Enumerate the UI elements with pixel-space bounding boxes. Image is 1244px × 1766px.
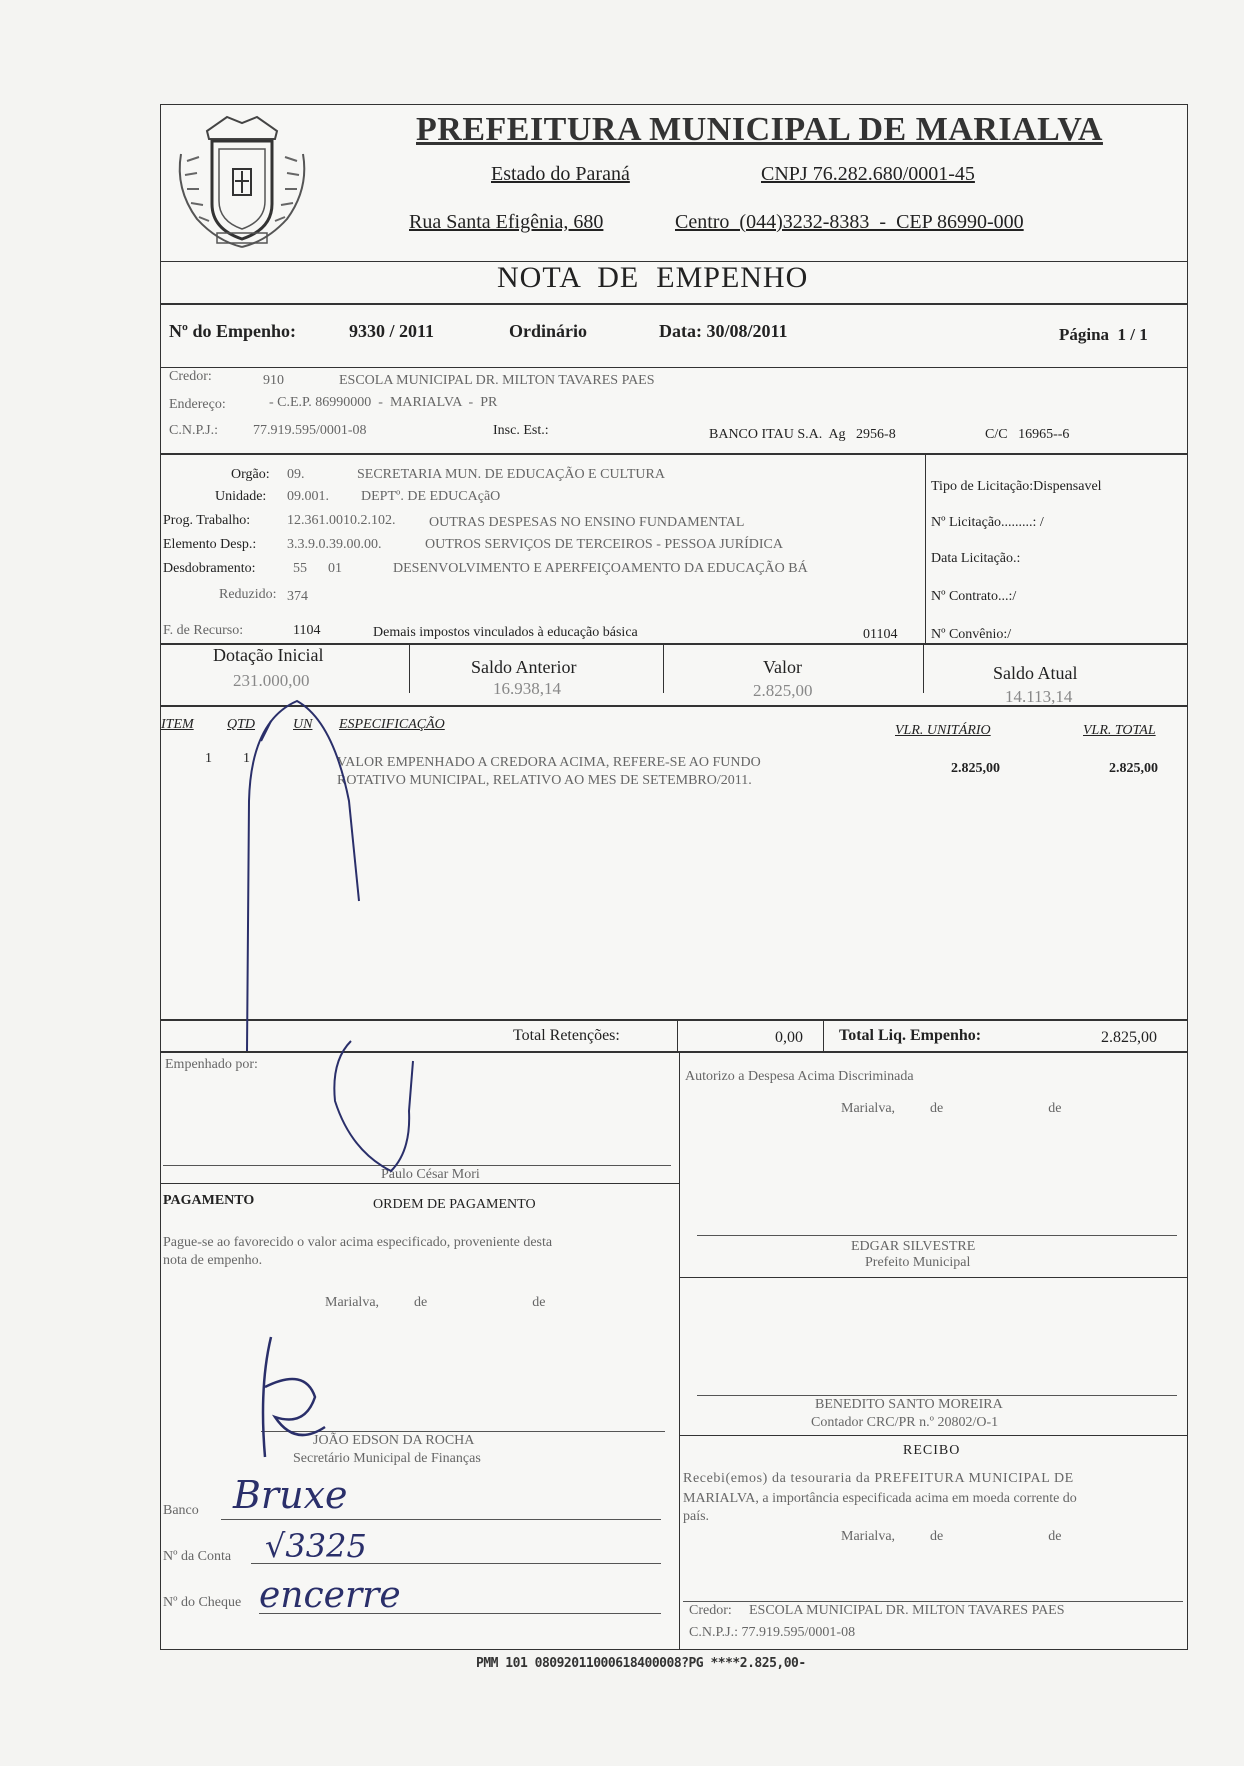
conta-label: Nº da Conta bbox=[163, 1549, 232, 1564]
unidade-code: 09.001. bbox=[287, 489, 329, 504]
prog-label: Prog. Trabalho: bbox=[163, 513, 251, 528]
pagamento-place-date: Marialva, de de bbox=[325, 1295, 546, 1310]
municipal-crest-icon bbox=[167, 109, 317, 259]
item-header: ITEM bbox=[161, 717, 194, 732]
recurso-name: Demais impostos vinculados à educação básica bbox=[373, 625, 638, 640]
credor-label: Credor: bbox=[169, 369, 212, 384]
elem-code: 3.3.9.0.39.00.00. bbox=[287, 537, 382, 552]
desd-code: 55 01 bbox=[293, 561, 342, 576]
recibo-credor-name: ESCOLA MUNICIPAL DR. MILTON TAVARES PAES bbox=[749, 1603, 1065, 1618]
banco-handwritten: Bruxe bbox=[233, 1473, 348, 1517]
secretario-name: JOÃO EDSON DA ROCHA bbox=[313, 1433, 475, 1448]
n-licitacao: Nº Licitação.........: / bbox=[931, 515, 1044, 530]
conta-handwritten: √3325 bbox=[265, 1527, 367, 1565]
autorizo-label: Autorizo a Despesa Acima Discriminada bbox=[685, 1069, 914, 1084]
saldo-atual-value: 14.113,14 bbox=[1005, 687, 1073, 706]
doc-title: NOTA DE EMPENHO bbox=[497, 261, 809, 294]
autorizo-place-date: Marialva, de de bbox=[841, 1101, 1062, 1116]
document-barcode-text: PMM 101 08092011000618400008?PG ****2.825,00- bbox=[476, 1656, 806, 1671]
recibo-credor-cnpj: C.N.P.J.: 77.919.595/0001-08 bbox=[689, 1625, 856, 1640]
empenho-type: Ordinário bbox=[509, 321, 588, 341]
recurso-label: F. de Recurso: bbox=[163, 623, 244, 638]
reduzido-label: Reduzido: bbox=[219, 587, 277, 602]
tipo-licitacao: Tipo de Licitação:Dispensavel bbox=[931, 479, 1102, 494]
item-row-item: 1 bbox=[205, 751, 212, 766]
empenhado-por-label: Empenhado por: bbox=[165, 1057, 258, 1072]
liq-empenho-value: 2.825,00 bbox=[1101, 1029, 1157, 1046]
item-row-spec-1: VALOR EMPENHADO A CREDORA ACIMA, REFERE-SE AO FUNDO bbox=[337, 755, 761, 770]
saldo-atual-label: Saldo Atual bbox=[993, 663, 1078, 683]
pague-se-line-2: nota de empenho. bbox=[163, 1253, 263, 1268]
pague-se-line-1: Pague-se ao favorecido o valor acima especificado, proveniente desta bbox=[163, 1235, 553, 1250]
cnpj-label: C.N.P.J.: bbox=[169, 423, 219, 438]
qtd-header: QTD bbox=[227, 717, 256, 732]
orgao-name: SECRETARIA MUN. DE EDUCAÇÃO E CULTURA bbox=[357, 467, 665, 482]
bank-account: C/C 16965--6 bbox=[985, 427, 1070, 442]
saldo-anterior-value: 16.938,14 bbox=[493, 679, 561, 698]
recibo-place-date: Marialva, de de bbox=[841, 1529, 1062, 1544]
empenhado-por-name: Paulo César Mori bbox=[381, 1167, 480, 1182]
unit-value-header: VLR. UNITÁRIO bbox=[895, 723, 991, 738]
recibo-line-3: país. bbox=[683, 1509, 710, 1524]
total-value-header: VLR. TOTAL bbox=[1083, 723, 1156, 738]
recurso-full-code: 01104 bbox=[863, 627, 898, 642]
orgao-label: Orgão: bbox=[231, 467, 270, 482]
elem-name: OUTROS SERVIÇOS DE TERCEIROS - PESSOA JURÍDICA bbox=[425, 537, 784, 552]
prefeito-title: Prefeito Municipal bbox=[865, 1255, 971, 1270]
un-header: UN bbox=[293, 717, 313, 732]
recurso-code: 1104 bbox=[293, 623, 321, 638]
reduzido-value: 374 bbox=[287, 589, 308, 604]
orgao-code: 09. bbox=[287, 467, 305, 482]
prog-code: 12.361.0010.2.102. bbox=[287, 513, 396, 528]
cnpj-header: CNPJ 76.282.680/0001-45 bbox=[761, 163, 975, 185]
district-phone-cep: Centro (044)3232-8383 - CEP 86990-000 bbox=[675, 211, 1024, 233]
unidade-name: DEPTº. DE EDUCAçãO bbox=[361, 489, 501, 504]
spec-header: ESPECIFICAÇÃO bbox=[339, 717, 445, 732]
prefeito-name: EDGAR SILVESTRE bbox=[851, 1239, 976, 1254]
empenho-number: 9330 / 2011 bbox=[349, 321, 435, 341]
cheque-label: Nº do Cheque bbox=[163, 1595, 242, 1610]
recibo-line-2: MARIALVA, a importância especificada acima em moeda corrente do bbox=[683, 1491, 1077, 1506]
nota-de-empenho-form bbox=[160, 104, 1188, 1650]
credor-code: 910 bbox=[263, 373, 284, 388]
cheque-handwritten: encerre bbox=[259, 1575, 401, 1616]
signature-paulo-cesar-mori bbox=[241, 681, 441, 1201]
address-header: Rua Santa Efigênia, 680 bbox=[409, 211, 604, 233]
elem-label: Elemento Desp.: bbox=[163, 537, 257, 552]
empenho-date: Data: 30/08/2011 bbox=[659, 321, 788, 341]
contador-title: Contador CRC/PR n.º 20802/O-1 bbox=[811, 1415, 999, 1430]
item-row-total: 2.825,00 bbox=[1109, 761, 1158, 776]
banco-label: Banco bbox=[163, 1503, 199, 1518]
credor-address: - C.E.P. 86990000 - MARIALVA - PR bbox=[269, 395, 498, 410]
item-row-unit: 2.825,00 bbox=[951, 761, 1000, 776]
item-row-spec-2: ROTATIVO MUNICIPAL, RELATIVO AO MES DE SETEMBRO/2011. bbox=[337, 773, 752, 788]
secretario-title: Secretário Municipal de Finanças bbox=[293, 1451, 481, 1466]
bank-agency: BANCO ITAU S.A. Ag 2956-8 bbox=[709, 427, 896, 442]
recibo-credor-label: Credor: bbox=[689, 1603, 732, 1618]
contador-name: BENEDITO SANTO MOREIRA bbox=[815, 1397, 1003, 1412]
retencoes-label: Total Retenções: bbox=[513, 1027, 620, 1044]
recibo-title: RECIBO bbox=[903, 1443, 961, 1458]
credor-cnpj: 77.919.595/0001-08 bbox=[253, 423, 367, 438]
prefeitura-title: PREFEITURA MUNICIPAL DE MARIALVA bbox=[416, 111, 1103, 148]
retencoes-value: 0,00 bbox=[775, 1029, 803, 1046]
signature-joao-edson bbox=[235, 1327, 355, 1467]
ie-label: Insc. Est.: bbox=[493, 423, 549, 438]
valor-label: Valor bbox=[763, 657, 802, 677]
pagamento-label: PAGAMENTO bbox=[163, 1193, 255, 1208]
n-convenio: Nº Convênio:/ bbox=[931, 627, 1012, 642]
valor-value: 2.825,00 bbox=[753, 681, 813, 700]
unidade-label: Unidade: bbox=[215, 489, 267, 504]
saldo-anterior-label: Saldo Anterior bbox=[471, 657, 577, 677]
liq-empenho-label: Total Liq. Empenho: bbox=[839, 1027, 982, 1044]
state-name: Estado do Paraná bbox=[491, 163, 630, 185]
ordem-pagamento-label: ORDEM DE PAGAMENTO bbox=[373, 1197, 536, 1212]
data-licitacao: Data Licitação.: bbox=[931, 551, 1021, 566]
empenho-number-label: Nº do Empenho: bbox=[169, 321, 296, 341]
address-label: Endereço: bbox=[169, 397, 226, 412]
desd-name: DESENVOLVIMENTO E APERFEIÇOAMENTO DA EDUCAÇÃO BÁ bbox=[393, 561, 808, 576]
n-contrato: Nº Contrato...:/ bbox=[931, 589, 1017, 604]
desd-label: Desdobramento: bbox=[163, 561, 256, 576]
credor-name: ESCOLA MUNICIPAL DR. MILTON TAVARES PAES bbox=[339, 373, 655, 388]
item-row-qtd: 1 bbox=[243, 751, 250, 766]
dotacao-value: 231.000,00 bbox=[233, 671, 310, 690]
dotacao-label: Dotação Inicial bbox=[213, 645, 324, 665]
recibo-line-1: Recebi(emos) da tesouraria da PREFEITURA MUNICIPAL DE bbox=[683, 1471, 1074, 1486]
prog-name: OUTRAS DESPESAS NO ENSINO FUNDAMENTAL bbox=[429, 515, 745, 530]
page-number: Página 1 / 1 bbox=[1059, 325, 1148, 344]
